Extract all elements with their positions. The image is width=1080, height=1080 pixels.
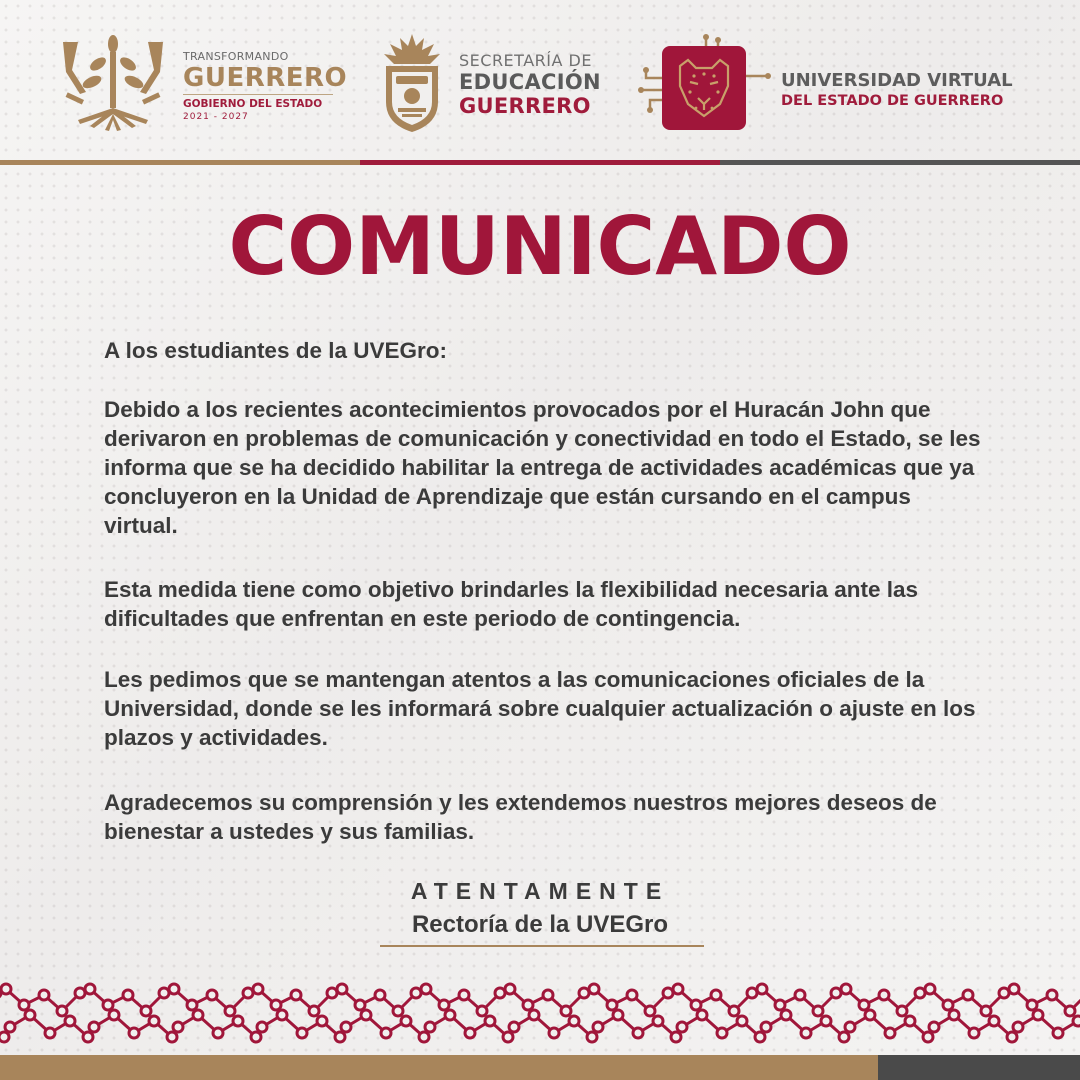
page-title: COMUNICADO bbox=[228, 200, 852, 293]
signature-underline bbox=[380, 945, 704, 947]
gobierno-tagline: TRANSFORMANDO bbox=[183, 50, 289, 63]
gobierno-divider bbox=[183, 94, 333, 95]
top-stripe-gold bbox=[0, 160, 360, 165]
paragraph-3: Les pedimos que se mantengan atentos a las comunicaciones oficiales de la Universidad, donde se les informará sobre cualquier actualización o ajuste en los plazos y actividades. bbox=[104, 667, 976, 750]
secretaria-line1: SECRETARÍA DE bbox=[459, 51, 592, 70]
gobierno-name: GUERRERO bbox=[183, 63, 348, 93]
gobierno-years: 2021 - 2027 bbox=[183, 112, 249, 122]
footer-bar-gray bbox=[878, 1055, 1080, 1080]
universidad-line1: UNIVERSIDAD VIRTUAL bbox=[781, 70, 1013, 91]
secretaria-line3: GUERRERO bbox=[459, 94, 591, 118]
gobierno-dept: GOBIERNO DEL ESTADO bbox=[183, 98, 323, 110]
secretaria-logo-text bbox=[459, 52, 601, 118]
footer-bar-gold bbox=[0, 1055, 878, 1080]
top-stripe-red bbox=[360, 160, 720, 165]
tree-roots-icon bbox=[60, 34, 166, 132]
top-stripe-gray bbox=[720, 160, 1080, 165]
jaguar-circuit-icon bbox=[636, 34, 772, 132]
paragraph-1: Debido a los recientes acontecimientos provocados por el Huracán John que derivaron en problemas de comunicación y conectividad en todo el Estado, se les informa que se ha decidido habilitar la entrega de actividades académicas que ya concluyeron en la Unidad de Aprendizaje que están cursando en el campus virtual. bbox=[104, 397, 981, 538]
secretaria-line2: EDUCACIÓN bbox=[459, 70, 601, 94]
gobierno-logo-text bbox=[183, 50, 348, 122]
paragraph-2: Esta medida tiene como objetivo brindarles la flexibilidad necesaria ante las dificultades que enfrentan en este periodo de contingencia. bbox=[104, 577, 919, 631]
greeting: A los estudiantes de la UVEGro: bbox=[104, 338, 447, 363]
state-shield-icon bbox=[380, 32, 444, 134]
closing-atentamente: ATENTAMENTE bbox=[410, 878, 670, 904]
universidad-line2: DEL ESTADO DE GUERRERO bbox=[781, 93, 1004, 109]
signature: Rectoría de la UVEGro bbox=[411, 911, 669, 938]
paragraph-4: Agradecemos su comprensión y les extendemos nuestros mejores deseos de bienestar a ustedes y sus familias. bbox=[104, 790, 937, 844]
universidad-logo-text bbox=[781, 70, 1013, 110]
circuit-pattern-border bbox=[0, 975, 1080, 1050]
